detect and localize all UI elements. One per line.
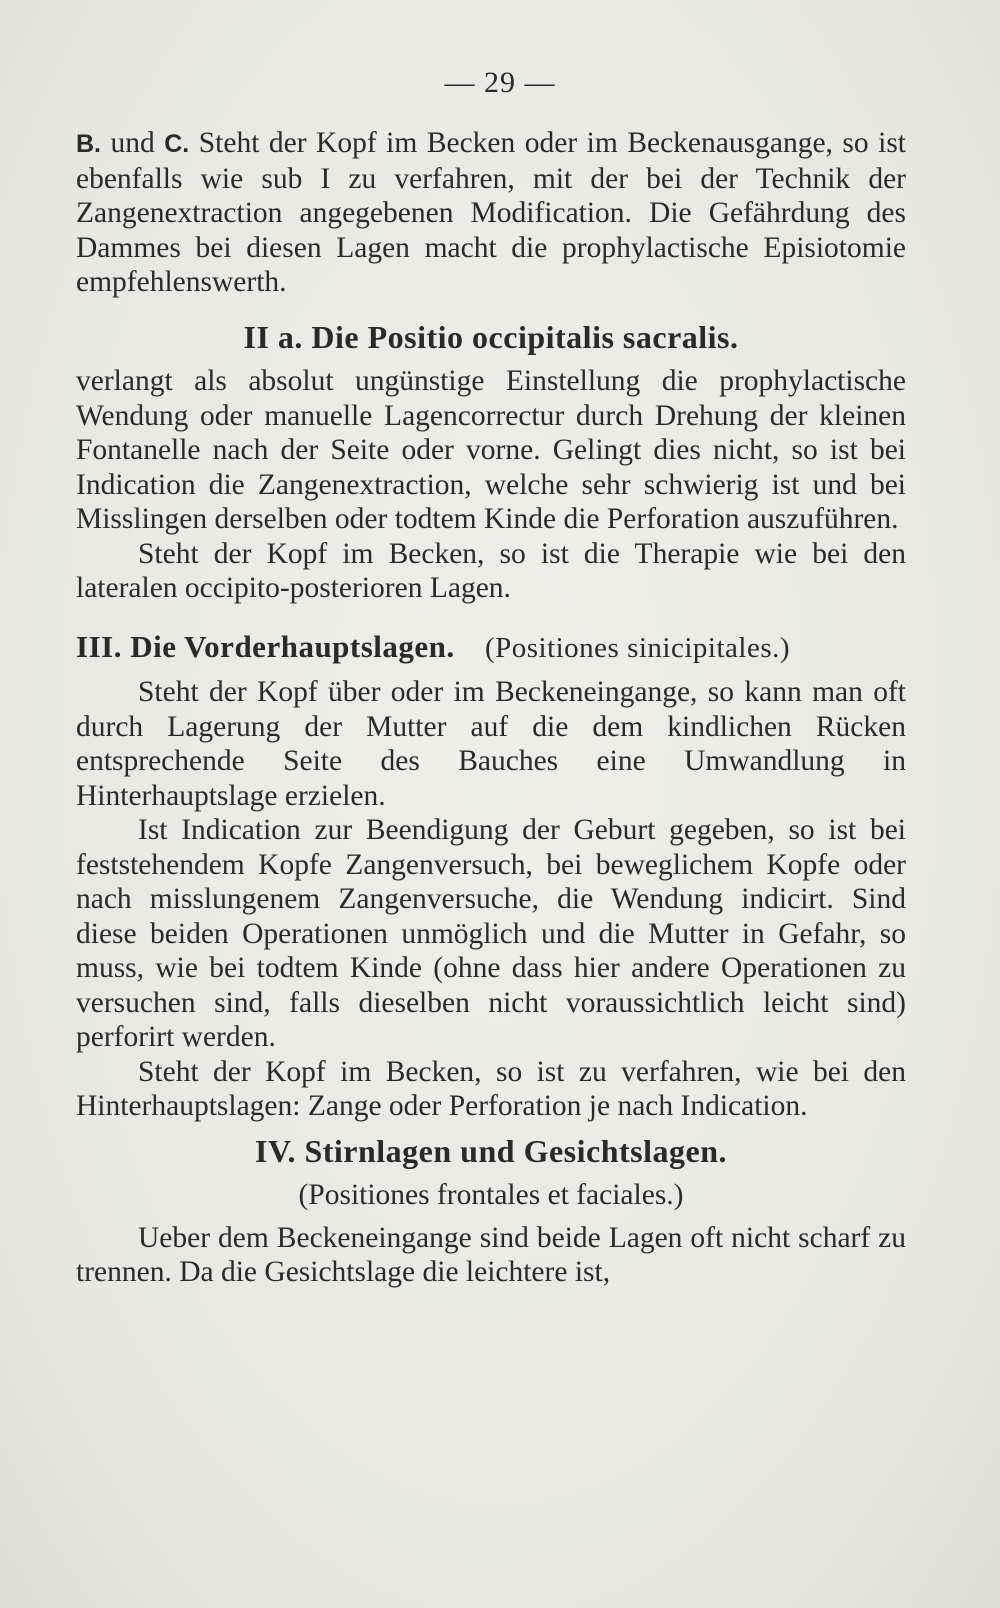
letter-c-label: C. — [164, 130, 190, 158]
section-3-paragraph-3: Steht der Kopf im Becken, so ist zu verfahren, wie bei den Hinterhauptslagen: Zange oder Perforation je nach Indication. — [76, 1055, 906, 1122]
und-word: und — [110, 127, 155, 159]
section-4-heading: IV. Stirnlagen und Gesichtslagen. — [255, 1132, 727, 1169]
page-number: — 29 — — [444, 66, 556, 99]
section-4-paragraph-1: Ueber dem Beckeneingange sind beide Lagen oft nicht scharf zu trennen. Da die Gesichtslage die leichtere ist, — [76, 1221, 906, 1288]
section-3-paragraph-1: Steht der Kopf über oder im Beckeneingange, so kann man oft durch Lagerung der Mutter auf die dem kindlichen Rücken entsprechende Seite des Bauches eine Umwandlung in Hinterhauptslage erzielen. — [76, 676, 906, 812]
section-4-subheading: (Positiones frontales et faciales.) — [298, 1179, 684, 1211]
section-bc-paragraph — [76, 126, 906, 300]
letter-b-label: B. — [76, 130, 101, 158]
section-2a-heading: II a. Die Positio occipitalis sacralis. — [243, 318, 739, 355]
section-3-heading — [76, 630, 906, 666]
section-3-heading-title: III. Die Vorderhauptslagen. — [76, 628, 455, 664]
page-body — [76, 126, 906, 1290]
section-2a-paragraph-2: Steht der Kopf im Becken, so ist die Therapie wie bei den lateralen occipito-posterioren Lagen. — [76, 537, 906, 604]
section-2a-paragraph-1: verlangt als absolut ungünstige Einstellung die prophylactische Wendung oder manuelle Lagencorrectur durch Drehung der kleinen Fontanelle nach der Seite oder vorne. Gelingt dies nicht, so ist bei Indication die Zangenextraction, welche sehr schwierig ist und bei Misslingen derselben oder todtem Kinde die Perforation auszuführen. — [76, 365, 906, 535]
section-bc-text: Steht der Kopf im Becken oder im Beckenausgange, so ist ebenfalls wie sub I zu verfahren, mit der bei der Technik der Zangenextraction angegebenen Modification. Die Gefährdung des Dammes bei diesen Lagen macht die prophylactische Episiotomie empfehlenswerth. — [76, 127, 907, 298]
section-3-paragraph-2: Ist Indication zur Beendigung der Geburt gegeben, so ist bei feststehendem Kopfe Zangenversuch, bei beweglichem Kopfe oder nach misslungenem Zangenversuche, die Wendung indicirt. Sind diese beiden Operationen unmöglich und die Mutter in Gefahr, so muss, wie bei todtem Kinde (ohne dass hier andere Operationen zu versuchen sind, falls dieselben nicht voraussichtlich leicht sind) perforirt werden. — [76, 814, 906, 1053]
section-3-heading-paren: (Positiones sinicipitales.) — [484, 631, 791, 664]
